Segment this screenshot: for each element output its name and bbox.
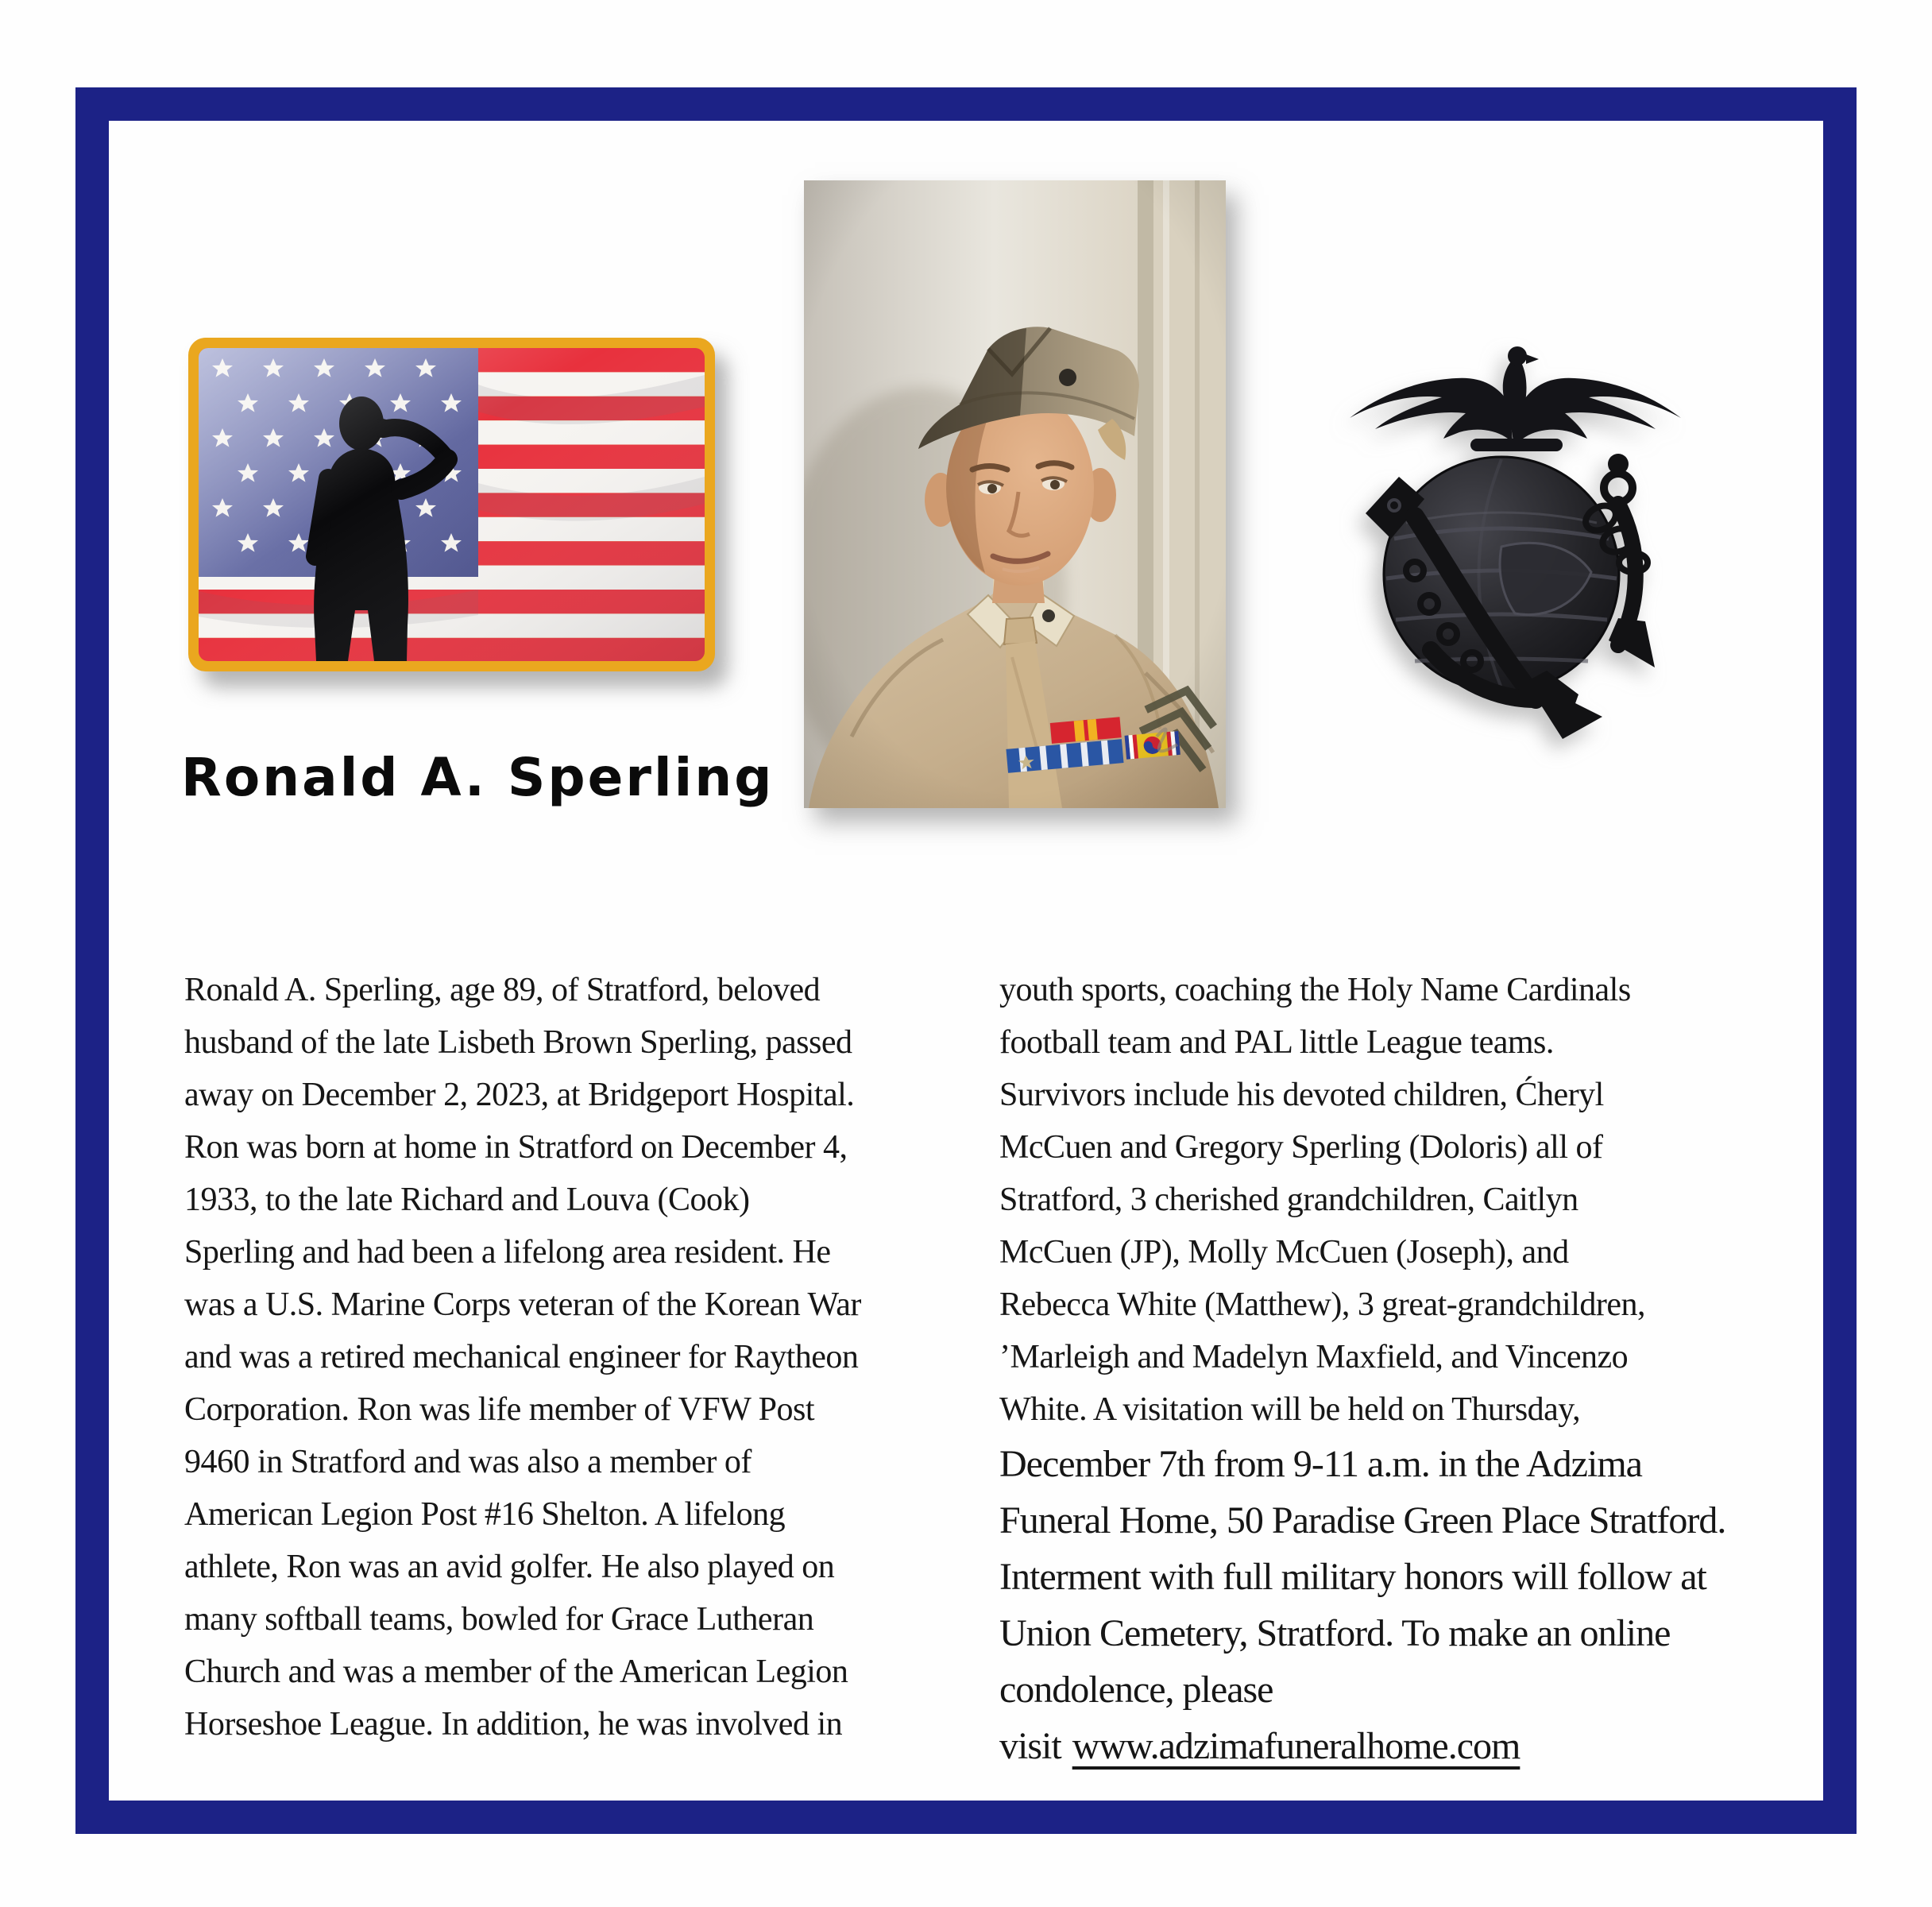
obituary-line: Rebecca White (Matthew), 3 great-grandchildren, [999, 1286, 1646, 1323]
obituary-line: 9460 in Stratford and was also a member of [184, 1444, 752, 1480]
funeral-home-website-link[interactable]: www.adzimafuneralhome.com [1072, 1725, 1520, 1767]
obituary-line: Union Cemetery, Stratford. To make an online [999, 1612, 1671, 1654]
obituary-line: Funeral Home, 50 Paradise Green Place Stratford. [999, 1499, 1726, 1541]
obituary-line: ’Marleigh and Madelyn Maxfield, and Vincenzo [999, 1339, 1629, 1375]
obituary-line: Ronald A. Sperling, age 89, of Stratford, beloved [184, 972, 821, 1008]
obituary-line: was a U.S. Marine Corps veteran of the Korean War [184, 1286, 861, 1323]
obituary-line: Interment with full military honors will follow at [999, 1556, 1706, 1598]
portrait-photo [804, 180, 1226, 808]
obituary-line: husband of the late Lisbeth Brown Sperling, passed [184, 1024, 852, 1061]
obituary-line: condolence, please [999, 1669, 1273, 1711]
portrait-image [804, 180, 1226, 808]
obituary-line: Stratford, 3 cherished grandchildren, Caitlyn [999, 1182, 1578, 1218]
obituary-line: football team and PAL little League teams. [999, 1024, 1554, 1061]
ega-image [1339, 308, 1692, 753]
eagle [1350, 346, 1681, 451]
obituary-line: Ron was born at home in Stratford on December 4, [184, 1129, 848, 1166]
website-line [999, 1718, 1802, 1774]
obituary-line: Sperling and had been a lifelong area resident. He [184, 1234, 831, 1271]
obituary-line: Church and was a member of the American Legion [184, 1654, 848, 1690]
obituary-line: December 7th from 9-11 a.m. in the Adzima [999, 1443, 1642, 1485]
saluting-soldier-flag-image [199, 348, 705, 661]
obituary-right-column [999, 964, 1802, 1774]
obituary-left-column [184, 964, 923, 1750]
usmc-eagle-globe-anchor-emblem [1339, 308, 1692, 753]
obituary-line: Horseshoe League. In addition, he was involved in [184, 1706, 843, 1743]
obituary-line: American Legion Post #16 Shelton. A lifelong [184, 1496, 786, 1533]
visit-label: visit [999, 1725, 1061, 1767]
obituary-line: Survivors include his devoted children, Ćheryl [999, 1077, 1604, 1113]
obituary-line: and was a retired mechanical engineer for Raytheon [184, 1339, 859, 1375]
flag-photo-card [188, 338, 715, 671]
obituary-line: away on December 2, 2023, at Bridgeport Hospital. [184, 1077, 855, 1113]
obituary-line: many softball teams, bowled for Grace Lutheran [184, 1601, 814, 1638]
obituary-line: athlete, Ron was an avid golfer. He also played on [184, 1549, 835, 1585]
obituary-line: McCuen (JP), Molly McCuen (Joseph), and [999, 1234, 1569, 1271]
obituary-line: White. A visitation will be held on Thursday, [999, 1391, 1581, 1428]
page-title: Ronald A. Sperling [181, 747, 775, 808]
obituary-line: Corporation. Ron was life member of VFW Post [184, 1391, 815, 1428]
obituary-line: 1933, to the late Richard and Louva (Cook) [184, 1182, 750, 1218]
obituary-line: youth sports, coaching the Holy Name Cardinals [999, 972, 1631, 1008]
obituary-line: McCuen and Gregory Sperling (Doloris) all of [999, 1129, 1603, 1166]
